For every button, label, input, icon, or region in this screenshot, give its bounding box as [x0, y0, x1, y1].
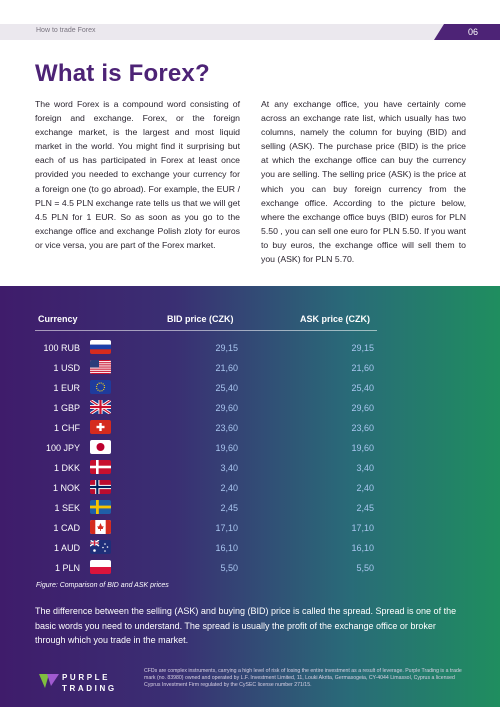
currency-label: 1 GBP — [53, 403, 80, 413]
currency-label: 1 DKK — [53, 463, 80, 473]
table-row — [0, 402, 500, 422]
bid-price: 5,50 — [220, 563, 238, 573]
table-row — [0, 542, 500, 562]
russia-flag-icon — [90, 340, 111, 354]
footer — [0, 666, 500, 707]
table-row — [0, 522, 500, 542]
bid-price: 23,60 — [215, 423, 238, 433]
uk-flag-icon — [90, 400, 111, 414]
poland-flag-icon — [90, 560, 111, 574]
table-row — [0, 342, 500, 362]
bid-price: 29,15 — [215, 343, 238, 353]
ask-price: 21,60 — [351, 363, 374, 373]
intro-left-column: The word Forex is a compound word consisting of foreign and exchange. Forex, or the foreign exchange market, is the largest and most liquid market in the world. You might find it surprising but each of us has participated in Forex at least once provided you needed to exchange your currency for a foreign one (to go abroad). For example, the EUR / PLN = 4.5 PLN exchange rate tells us that we will get 4.5 PLN for 1 EUR. So as soon as you go to the exchange office and exchange Polish zloty for euros or vice versa, you are part of the Forex market. — [35, 99, 240, 250]
australia-flag-icon — [90, 540, 111, 554]
ask-column-header: ASK price (CZK) — [300, 314, 371, 324]
norway-flag-icon — [90, 480, 111, 494]
ask-price: 5,50 — [356, 563, 374, 573]
denmark-flag-icon — [90, 460, 111, 474]
bid-price: 17,10 — [215, 523, 238, 533]
currency-label: 1 AUD — [53, 543, 80, 553]
sweden-flag-icon — [90, 500, 111, 514]
ask-price: 2,40 — [356, 483, 374, 493]
logo-line-2: TRADING — [62, 684, 117, 693]
currency-label: 1 EUR — [53, 383, 80, 393]
page-title: What is Forex? — [35, 60, 210, 87]
table-row — [0, 482, 500, 502]
bid-price: 29,60 — [215, 403, 238, 413]
ask-price: 3,40 — [356, 463, 374, 473]
usa-flag-icon — [90, 360, 111, 374]
table-row — [0, 382, 500, 402]
table-row — [0, 362, 500, 382]
table-row — [0, 422, 500, 442]
japan-flag-icon — [90, 440, 111, 454]
currency-label: 1 PLN — [54, 563, 80, 573]
intro-right-column: At any exchange office, you have certainly come across an exchange rate list, which usually has two columns, namely the column for buying (BID) and selling (ASK). The purchase price (BID) is the price at which the exchange office can buy the currency you are selling. The selling price (ASK) is the price at which you can buy foreign currency from the exchange office. According to the picture below, where the exchange office buys (BID) euros for PLN 5.50 , you can sell one euro for PLN 5.50. If you want to buy euros, the exchange office will sell them to you (ASK) for PLN 5.70. — [261, 99, 466, 265]
ask-price: 29,60 — [351, 403, 374, 413]
currency-column-header: Currency — [38, 314, 78, 324]
canada-flag-icon — [90, 520, 111, 534]
header-divider — [35, 330, 377, 331]
logo-line-1: PURPLE — [62, 673, 111, 682]
section-label: How to trade Forex — [36, 27, 96, 34]
bid-price: 21,60 — [215, 363, 238, 373]
currency-label: 1 USD — [53, 363, 80, 373]
currency-label: 100 JPY — [45, 443, 80, 453]
bid-price: 16,10 — [215, 543, 238, 553]
page-number: 06 — [467, 27, 478, 37]
currency-label: 1 SEK — [54, 503, 80, 513]
bid-price: 19,60 — [215, 443, 238, 453]
ask-price: 29,15 — [351, 343, 374, 353]
table-row — [0, 442, 500, 462]
ask-price: 19,60 — [351, 443, 374, 453]
ask-price: 17,10 — [351, 523, 374, 533]
risk-disclaimer: CFDs are complex instruments, carrying a high level of risk of losing the entire investment as a result of leverage. Purple Trading is a trade mark (no. 83980) owned and operated by L.F. Investment Limited, 11, Louki Akrita, Germasogeia, CY-4044 Limassol, Cyprus a licensed Cyprus Investment Firm regulated by the CySEC license number 271/15. — [144, 668, 462, 688]
table-row — [0, 502, 500, 522]
currency-label: 100 RUB — [43, 343, 80, 353]
currency-label: 1 CHF — [53, 423, 80, 433]
ask-price: 16,10 — [351, 543, 374, 553]
ask-price: 23,60 — [351, 423, 374, 433]
top-bar — [0, 0, 500, 40]
bid-column-header: BID price (CZK) — [167, 314, 234, 324]
spread-paragraph: The difference between the selling (ASK) and buying (BID) price is called the spread. Spread is one of the basic words you need to understand. The spread is usually the profit of the exchange office or broker through which you trade in the market. — [35, 606, 457, 645]
bid-price: 3,40 — [220, 463, 238, 473]
currency-label: 1 CAD — [53, 523, 80, 533]
ask-price: 25,40 — [351, 383, 374, 393]
bid-price: 2,45 — [220, 503, 238, 513]
currency-label: 1 NOK — [52, 483, 80, 493]
brand-logo-text — [62, 672, 117, 694]
switzerland-flag-icon — [90, 420, 111, 434]
table-row — [0, 562, 500, 582]
table-row — [0, 462, 500, 482]
eu-flag-icon — [90, 380, 111, 394]
table-caption: Figure: Comparison of BID and ASK prices — [36, 582, 169, 589]
bid-price: 25,40 — [215, 383, 238, 393]
purple-trading-logo-icon — [38, 671, 60, 691]
ask-price: 2,45 — [356, 503, 374, 513]
bid-price: 2,40 — [220, 483, 238, 493]
